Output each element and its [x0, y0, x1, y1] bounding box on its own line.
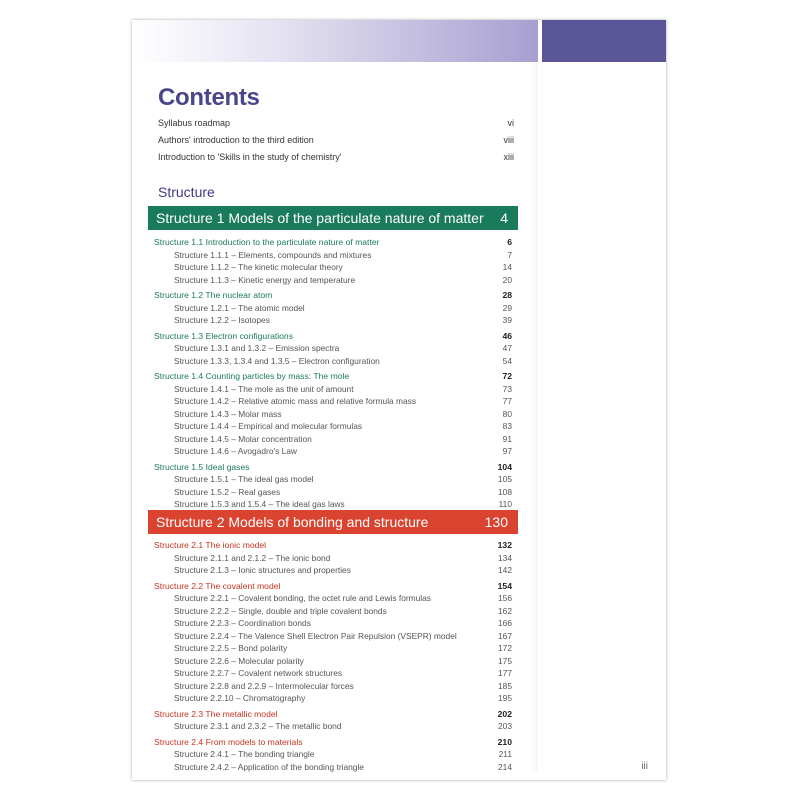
section-entry [154, 709, 512, 722]
chapter-2-banner [148, 510, 518, 534]
subsection-label: Structure 1.3.3, 1.3.4 and 1.3.5 – Electron configuration [174, 355, 380, 366]
subsection-label: Structure 1.4.2 – Relative atomic mass and relative formula mass [174, 396, 417, 406]
subsection-page: 156 [498, 593, 512, 603]
intro-label: Authors' introduction to the third edition [158, 135, 314, 145]
subsection-page: 20 [502, 274, 512, 285]
subsection-entry [154, 749, 512, 762]
subsection-label: Structure 1.2.2 – Isotopes [174, 315, 270, 325]
intro-page: xiii [503, 152, 514, 162]
subsection-label: Structure 1.4.4 – Empirical and molecular formulas [174, 421, 363, 431]
subsection-page: 177 [498, 668, 512, 678]
subsection-page: 80 [502, 408, 512, 419]
subsection-entry [154, 606, 512, 619]
subsection-entry [154, 668, 512, 681]
intro-list [158, 118, 514, 169]
section-entry [154, 737, 512, 750]
page-title: Contents [158, 84, 260, 111]
header-band-accent [542, 20, 666, 62]
subsection-label: Structure 1.5.1 – The ideal gas model [174, 474, 314, 484]
section-entry [154, 290, 512, 303]
section-entry [154, 462, 512, 475]
subsection-label: Structure 1.4.1 – The mole as the unit of amount [174, 383, 354, 394]
subsection-page: 14 [502, 262, 512, 272]
subsection-page: 97 [502, 446, 512, 456]
subsection-label: Structure 2.2.10 – Chromatography [174, 693, 306, 703]
intro-row [158, 152, 514, 169]
subsection-entry [154, 553, 512, 566]
subsection-label: Structure 1.1.1 – Elements, compounds and mixtures [174, 249, 372, 260]
subsection-entry [154, 474, 512, 487]
subsection-page: 167 [498, 630, 512, 641]
subsection-page: 166 [498, 618, 512, 628]
subsection-entry [154, 631, 512, 644]
chapter-1-title: Structure 1 Models of the particulate nature of matter [156, 210, 484, 226]
subsection-entry [154, 409, 512, 422]
subsection-page: 211 [498, 749, 512, 759]
subsection-entry [154, 681, 512, 694]
intro-page: vi [507, 118, 514, 128]
chapter-2-title: Structure 2 Models of bonding and structure [156, 514, 429, 530]
subsection-label: Structure 2.2.8 and 2.2.9 – Intermolecular forces [174, 680, 354, 691]
section-entry [154, 331, 512, 344]
subsection-label: Structure 1.3.1 and 1.3.2 – Emission spectra [174, 343, 340, 353]
chapter-1-page: 4 [500, 210, 508, 226]
section-title: Structure 2.4 From models to materials [154, 736, 303, 747]
subsection-page: 110 [498, 499, 512, 509]
subsection-entry [154, 565, 512, 578]
subsection-label: Structure 2.3.1 and 2.3.2 – The metallic bond [174, 721, 342, 731]
subsection-label: Structure 1.1.2 – The kinetic molecular theory [174, 262, 343, 272]
section-gap [154, 774, 512, 777]
subsection-page: 29 [502, 302, 512, 313]
subsection-label: Structure 2.2.3 – Coordination bonds [174, 618, 311, 628]
subsection-entry [154, 643, 512, 656]
subsection-entry [154, 262, 512, 275]
chapter-2-page: 130 [484, 514, 508, 530]
subsection-entry [154, 421, 512, 434]
section-page: 28 [502, 290, 512, 300]
chapter-1-toc [154, 237, 512, 515]
subsection-label: Structure 2.1.3 – Ionic structures and properties [174, 565, 351, 575]
section-entry [154, 540, 512, 553]
subsection-entry [154, 315, 512, 328]
section-title: Structure 2.2 The covalent model [154, 580, 281, 591]
subsection-page: 54 [502, 355, 512, 366]
subsection-page: 108 [498, 486, 512, 497]
column-edge [530, 62, 538, 772]
page-number: iii [641, 761, 648, 772]
subsection-entry [154, 487, 512, 500]
subsection-entry [154, 593, 512, 606]
subsection-page: 73 [502, 383, 512, 394]
subsection-entry [154, 303, 512, 316]
section-heading: Structure [158, 184, 215, 200]
intro-label: Introduction to 'Skills in the study of chemistry' [158, 152, 342, 162]
subsection-label: Structure 2.2.6 – Molecular polarity [174, 655, 304, 666]
section-title: Structure 1.1 Introduction to the particulate nature of matter [154, 237, 380, 247]
subsection-label: Structure 2.1.1 and 2.1.2 – The ionic bond [174, 552, 331, 563]
section-title: Structure 1.2 The nuclear atom [154, 290, 273, 300]
subsection-page: 175 [498, 655, 512, 666]
subsection-page: 203 [498, 721, 512, 731]
header-band [132, 20, 538, 62]
contents-page [132, 20, 666, 780]
subsection-entry [154, 343, 512, 356]
subsection-page: 195 [498, 693, 512, 703]
subsection-entry [154, 275, 512, 288]
subsection-entry [154, 618, 512, 631]
section-title: Structure 2.3 The metallic model [154, 708, 278, 719]
intro-page: viii [503, 135, 514, 145]
subsection-page: 185 [498, 680, 512, 691]
section-entry [154, 237, 512, 250]
subsection-page: 91 [502, 433, 512, 444]
subsection-label: Structure 2.4.1 – The bonding triangle [174, 749, 315, 759]
section-page: 132 [497, 540, 512, 550]
subsection-label: Structure 2.2.2 – Single, double and triple covalent bonds [174, 605, 387, 616]
intro-row [158, 135, 514, 152]
section-page: 202 [497, 708, 512, 719]
subsection-label: Structure 1.4.3 – Molar mass [174, 408, 282, 419]
subsection-page: 39 [502, 315, 512, 325]
section-page: 72 [502, 371, 512, 381]
section-title: Structure 2.1 The ionic model [154, 540, 267, 550]
subsection-page: 162 [498, 605, 512, 616]
subsection-label: Structure 1.1.3 – Kinetic energy and temperature [174, 274, 356, 285]
subsection-label: Structure 1.5.2 – Real gases [174, 486, 281, 497]
section-title: Structure 1.3 Electron configurations [154, 330, 294, 341]
section-entry [154, 581, 512, 594]
subsection-entry [154, 250, 512, 263]
subsection-page: 7 [507, 249, 512, 260]
section-page: 210 [497, 736, 512, 747]
subsection-label: Structure 1.4.6 – Avogadro's Law [174, 446, 297, 456]
section-page: 104 [497, 461, 512, 472]
subsection-entry [154, 693, 512, 706]
section-title: Structure 1.4 Counting particles by mass: The mole [154, 371, 350, 381]
section-title: Structure 1.5 Ideal gases [154, 461, 250, 472]
subsection-label: Structure 2.2.1 – Covalent bonding, the octet rule and Lewis formulas [174, 593, 431, 603]
subsection-entry [154, 721, 512, 734]
subsection-page: 134 [498, 552, 512, 563]
section-entry [154, 371, 512, 384]
intro-label: Syllabus roadmap [158, 118, 231, 128]
subsection-entry [154, 384, 512, 397]
subsection-label: Structure 2.2.4 – The Valence Shell Electron Pair Repulsion (VSEPR) model [174, 630, 457, 641]
subsection-entry [154, 656, 512, 669]
subsection-page: 172 [498, 643, 512, 653]
subsection-entry [154, 356, 512, 369]
subsection-entry [154, 396, 512, 409]
subsection-label: Structure 2.2.5 – Bond polarity [174, 643, 288, 653]
subsection-entry [154, 446, 512, 459]
subsection-entry [154, 762, 512, 775]
subsection-page: 47 [502, 343, 512, 353]
subsection-label: Structure 1.5.3 and 1.5.4 – The ideal gas laws [174, 499, 345, 509]
chapter-1-banner [148, 206, 518, 230]
section-page: 46 [502, 330, 512, 341]
subsection-page: 214 [498, 761, 512, 772]
subsection-page: 83 [502, 421, 512, 431]
subsection-label: Structure 1.2.1 – The atomic model [174, 302, 305, 313]
section-page: 6 [507, 237, 512, 247]
subsection-label: Structure 1.4.5 – Molar concentration [174, 433, 312, 444]
subsection-page: 105 [498, 474, 512, 484]
subsection-page: 142 [498, 565, 512, 575]
subsection-label: Structure 2.4.2 – Application of the bonding triangle [174, 761, 364, 772]
intro-row [158, 118, 514, 135]
chapter-2-toc [154, 540, 512, 777]
section-page: 154 [497, 580, 512, 591]
subsection-entry [154, 434, 512, 447]
subsection-label: Structure 2.2.7 – Covalent network structures [174, 668, 343, 678]
subsection-page: 77 [502, 396, 512, 406]
